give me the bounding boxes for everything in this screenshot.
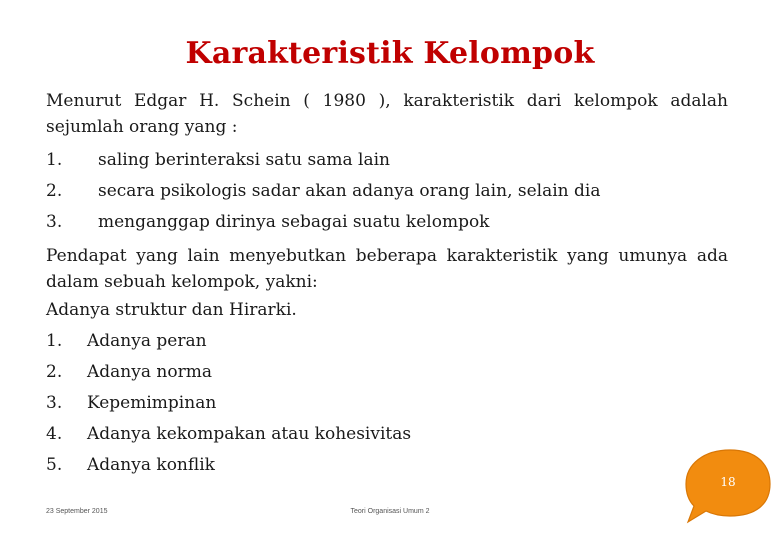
list-text: Adanya konflik [87,455,215,475]
list-number: 4. [46,424,63,444]
list-text: Adanya kekompakan atau kohesivitas [87,424,412,444]
footer-date: 23 September 2015 [46,508,108,515]
list-item [46,145,728,176]
list-number: 2. [46,181,63,201]
list-number: 3. [46,393,63,413]
list-item [46,357,728,388]
slide-body [46,88,728,481]
list-number: 1. [46,331,63,351]
structure-line: Adanya struktur dan Hirarki. [46,300,297,320]
list-text: saling berinteraksi satu sama lain [98,150,390,170]
list-text: secara psikologis sadar akan adanya orang lain, selain dia [98,181,601,201]
list-number: 2. [46,362,63,382]
list-number: 3. [46,212,63,232]
list-text: Kepemimpinan [87,393,217,413]
list-item [46,176,728,207]
list-number: 5. [46,455,63,475]
list-text: Adanya peran [87,331,207,351]
list-text: menganggap dirinya sebagai suatu kelompok [98,212,490,232]
second-paragraph: Pendapat yang lain menyebutkan beberapa karakteristik yang umunya ada dalam sebuah kelompok, yakni: [46,246,728,292]
footer-title: Teori Organisasi Umum 2 [350,508,430,515]
list-item [46,450,728,481]
list-text: Adanya norma [87,362,212,382]
list-item [46,326,728,357]
list-item [46,207,728,238]
page-number: 18 [720,475,736,489]
list-item [46,388,728,419]
list-item [46,419,728,450]
slide-title: Karakteristik Kelompok [185,36,595,71]
intro-paragraph: Menurut Edgar H. Schein ( 1980 ), karakteristik dari kelompok adalah sejumlah orang yang : [46,91,728,137]
list-number: 1. [46,150,63,170]
